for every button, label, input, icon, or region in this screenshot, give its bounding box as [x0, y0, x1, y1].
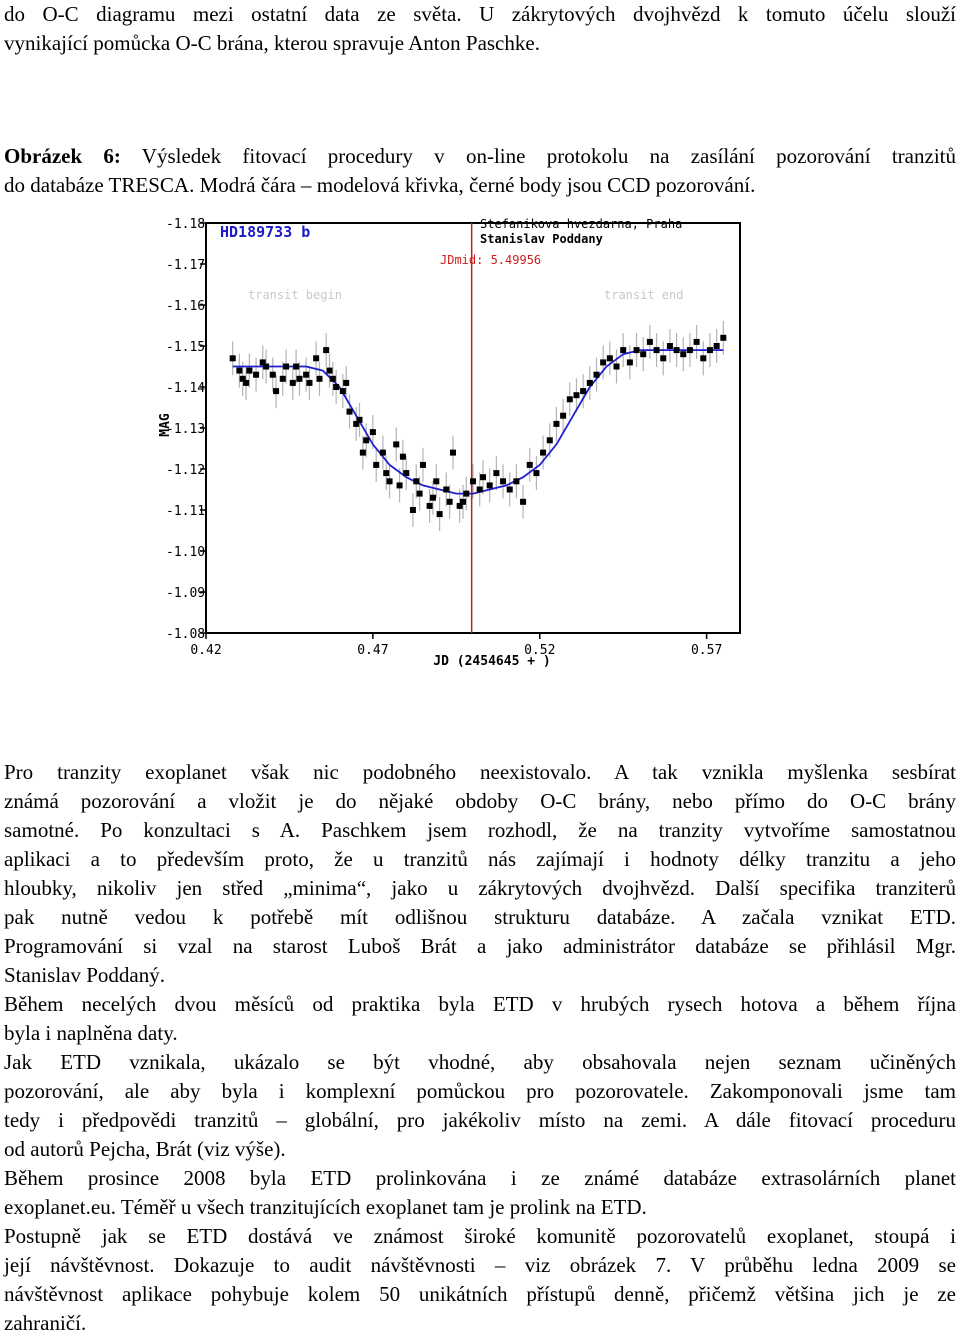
data-point	[333, 384, 339, 390]
data-point	[270, 372, 276, 378]
data-point	[363, 437, 369, 443]
data-point	[397, 482, 403, 488]
y-tick-label: -1.17	[166, 258, 206, 273]
data-point	[500, 478, 506, 484]
data-point	[620, 347, 626, 353]
data-point	[243, 380, 249, 386]
data-point	[303, 372, 309, 378]
data-point	[513, 478, 519, 484]
data-point	[687, 347, 693, 353]
data-point	[280, 376, 286, 382]
y-tick-label: -1.11	[166, 504, 206, 519]
x-tick-label: 0.42	[190, 643, 222, 658]
caption-line	[4, 142, 956, 171]
text-line: její návštěvnost. Dokazuje to audit návštěvnosti – viz obrázek 7. V průběhu ledna 2009 se	[4, 1253, 956, 1277]
y-tick-label: -1.18	[166, 217, 206, 232]
data-point	[420, 462, 426, 468]
text-line: samotné. Po konzultaci s A. Paschkem jsem rozhodl, že na tranzity vytvoříme samostatnou	[4, 818, 956, 842]
text-line: návštěvnost aplikace pohybuje kolem 50 unikátních přístupů denně, přičemž většina jich je ze	[4, 1282, 956, 1306]
data-point	[567, 396, 573, 402]
y-tick-label: -1.08	[166, 627, 206, 642]
data-point	[627, 359, 633, 365]
body-paragraph	[4, 758, 956, 990]
data-point	[360, 450, 366, 456]
text-line: zahraničí.	[4, 1311, 87, 1335]
plot-frame	[206, 223, 740, 633]
data-point	[430, 495, 436, 501]
data-point	[507, 487, 513, 493]
text-line: od autorů Pejcha, Brát (viz výše).	[4, 1137, 286, 1161]
y-tick-label: -1.09	[166, 586, 206, 601]
data-point	[674, 347, 680, 353]
text-line: pozorování, ale aby byla i komplexní pomůckou pro pozorovatele. Zakomponovali jsme tam	[4, 1079, 956, 1103]
data-point	[547, 437, 553, 443]
data-point	[370, 429, 376, 435]
data-point	[357, 417, 363, 423]
data-point	[413, 478, 419, 484]
data-point	[614, 364, 620, 370]
data-point	[340, 388, 346, 394]
data-point	[313, 355, 319, 361]
intro-paragraph	[4, 0, 956, 58]
data-point	[527, 462, 533, 468]
data-point	[400, 454, 406, 460]
text-line: aplikaci a to především proto, že u tranzitů nás zajímají i hodnoty délky tranzitu a jeho	[4, 847, 956, 871]
figure-caption	[4, 142, 956, 200]
text-line: Programování si vzal na starost Luboš Brát a jako administrátor databáze se přihlásil Mgr.	[4, 934, 956, 958]
data-point	[700, 355, 706, 361]
text-line: Stanislav Poddaný.	[4, 963, 165, 987]
body-paragraph	[4, 1048, 956, 1164]
text-line: známá pozorování a vložit je do nějaké obdoby O-C brány, nebo přímo do O-C brány	[4, 789, 956, 813]
light-curve-chart	[150, 213, 750, 673]
text-line: byla i naplněna daty.	[4, 1021, 178, 1045]
data-point	[387, 478, 393, 484]
data-point	[463, 491, 469, 497]
y-axis-label: MAG	[158, 413, 173, 437]
data-point	[443, 487, 449, 493]
data-point	[433, 478, 439, 484]
text-line: Postupně jak se ETD dostává ve známost široké komunitě pozorovatelů exoplanet, stoupá i	[4, 1224, 956, 1248]
data-point	[450, 450, 456, 456]
data-point	[493, 470, 499, 476]
data-point	[230, 355, 236, 361]
data-point	[720, 335, 726, 341]
caption-label: Obrázek 6:	[4, 144, 121, 168]
y-tick-label: -1.12	[166, 463, 206, 478]
data-point	[410, 507, 416, 513]
data-point	[383, 470, 389, 476]
data-point	[607, 355, 613, 361]
data-point	[427, 503, 433, 509]
x-axis-label: JD (2454645 + )	[433, 654, 551, 669]
data-point	[323, 347, 329, 353]
data-point	[573, 392, 579, 398]
data-point	[540, 450, 546, 456]
y-tick-label: -1.13	[166, 422, 206, 437]
body-paragraph	[4, 1222, 956, 1338]
data-point	[560, 413, 566, 419]
data-point	[343, 380, 349, 386]
data-point	[587, 380, 593, 386]
transit-end-label: transit end	[604, 288, 684, 302]
data-point	[306, 380, 312, 386]
text-line: hloubky, nikoliv jen střed „minima“, jako u zákrytových dvojhvězd. Další specifika tranziterů	[4, 876, 956, 900]
data-point	[293, 364, 299, 370]
transit-light-curve-figure	[150, 213, 750, 673]
jdmid-label: JDmid: 5.49956	[440, 253, 542, 267]
data-point	[680, 351, 686, 357]
text-line: Během necelých dvou měsíců od praktika byla ETD v hrubých rysech hotova a během října	[4, 992, 956, 1016]
y-tick-label: -1.16	[166, 299, 206, 314]
data-point	[393, 441, 399, 447]
data-point	[647, 339, 653, 345]
data-point	[600, 359, 606, 365]
data-point	[533, 470, 539, 476]
text-line: pak nutně vedou k potřebě mít odlišnou strukturu databáze. A začala vznikat ETD.	[4, 905, 956, 929]
body-paragraph	[4, 990, 956, 1048]
data-point	[714, 343, 720, 349]
data-point	[580, 388, 586, 394]
data-point	[330, 376, 336, 382]
data-point	[263, 364, 269, 370]
data-point	[520, 499, 526, 505]
data-point	[640, 351, 646, 357]
observer-line-2: Stanislav Poddany	[480, 232, 603, 246]
body-paragraph	[4, 1164, 956, 1222]
text-line: do O-C diagramu mezi ostatní data ze světa. U zákrytových dvojhvězd k tomuto účelu slouží	[4, 2, 956, 26]
data-point	[667, 343, 673, 349]
y-tick-label: -1.14	[166, 381, 206, 396]
data-point	[447, 499, 453, 505]
data-point	[553, 421, 559, 427]
data-point	[236, 368, 242, 374]
caption-line: do databáze TRESCA. Modrá čára – modelová křivka, černé body jsou CCD pozorování.	[4, 173, 756, 197]
data-point	[273, 388, 279, 394]
x-tick-label: 0.52	[524, 643, 556, 658]
caption-text: Výsledek fitovací procedury v on-line protokolu na zasílání pozorování tranzitů	[120, 144, 956, 168]
text-line: Během prosince 2008 byla ETD prolinkována i ze známé databáze extrasolárních planet	[4, 1166, 956, 1190]
data-point	[296, 376, 302, 382]
y-tick-label: -1.10	[166, 545, 206, 560]
x-tick-label: 0.57	[690, 643, 723, 658]
data-point	[660, 355, 666, 361]
data-point	[403, 470, 409, 476]
text-line: tedy i předpovědi tranzitů – globální, pro jakékoliv místo na zemi. A dále fitovací proceduru	[4, 1108, 956, 1132]
text-line: vynikající pomůcka O-C brána, kterou spravuje Anton Paschke.	[4, 31, 540, 55]
data-point	[283, 364, 289, 370]
data-point	[460, 499, 466, 505]
data-point	[593, 372, 599, 378]
transit-begin-label: transit begin	[248, 288, 342, 302]
data-point	[290, 380, 296, 386]
data-point	[487, 482, 493, 488]
text-line: Pro tranzity exoplanet však nic podobného neexistovalo. A tak vznikla myšlenka sesbírat	[4, 760, 956, 784]
data-point	[417, 491, 423, 497]
data-point	[634, 347, 640, 353]
chart-title: HD189733 b	[220, 223, 311, 241]
data-point	[380, 450, 386, 456]
data-point	[373, 462, 379, 468]
x-tick-label: 0.47	[357, 643, 389, 658]
data-point	[477, 487, 483, 493]
y-tick-label: -1.15	[166, 340, 206, 355]
data-point	[470, 478, 476, 484]
data-point	[347, 409, 353, 415]
text-line: exoplanet.eu. Téměř u všech tranzitujících exoplanet tam je prolink na ETD.	[4, 1195, 647, 1219]
data-point	[480, 474, 486, 480]
data-point	[316, 376, 322, 382]
data-point	[694, 339, 700, 345]
data-point	[246, 368, 252, 374]
data-point	[654, 347, 660, 353]
data-point	[326, 368, 332, 374]
body-text	[4, 758, 956, 1338]
data-point	[437, 511, 443, 517]
data-point	[253, 372, 259, 378]
text-line: Jak ETD vznikala, ukázalo se být vhodné, aby obsahovala nejen seznam učiněných	[4, 1050, 956, 1074]
observer-line-1: Stefanikova hvezdarna, Praha	[480, 217, 683, 231]
data-point	[707, 347, 713, 353]
